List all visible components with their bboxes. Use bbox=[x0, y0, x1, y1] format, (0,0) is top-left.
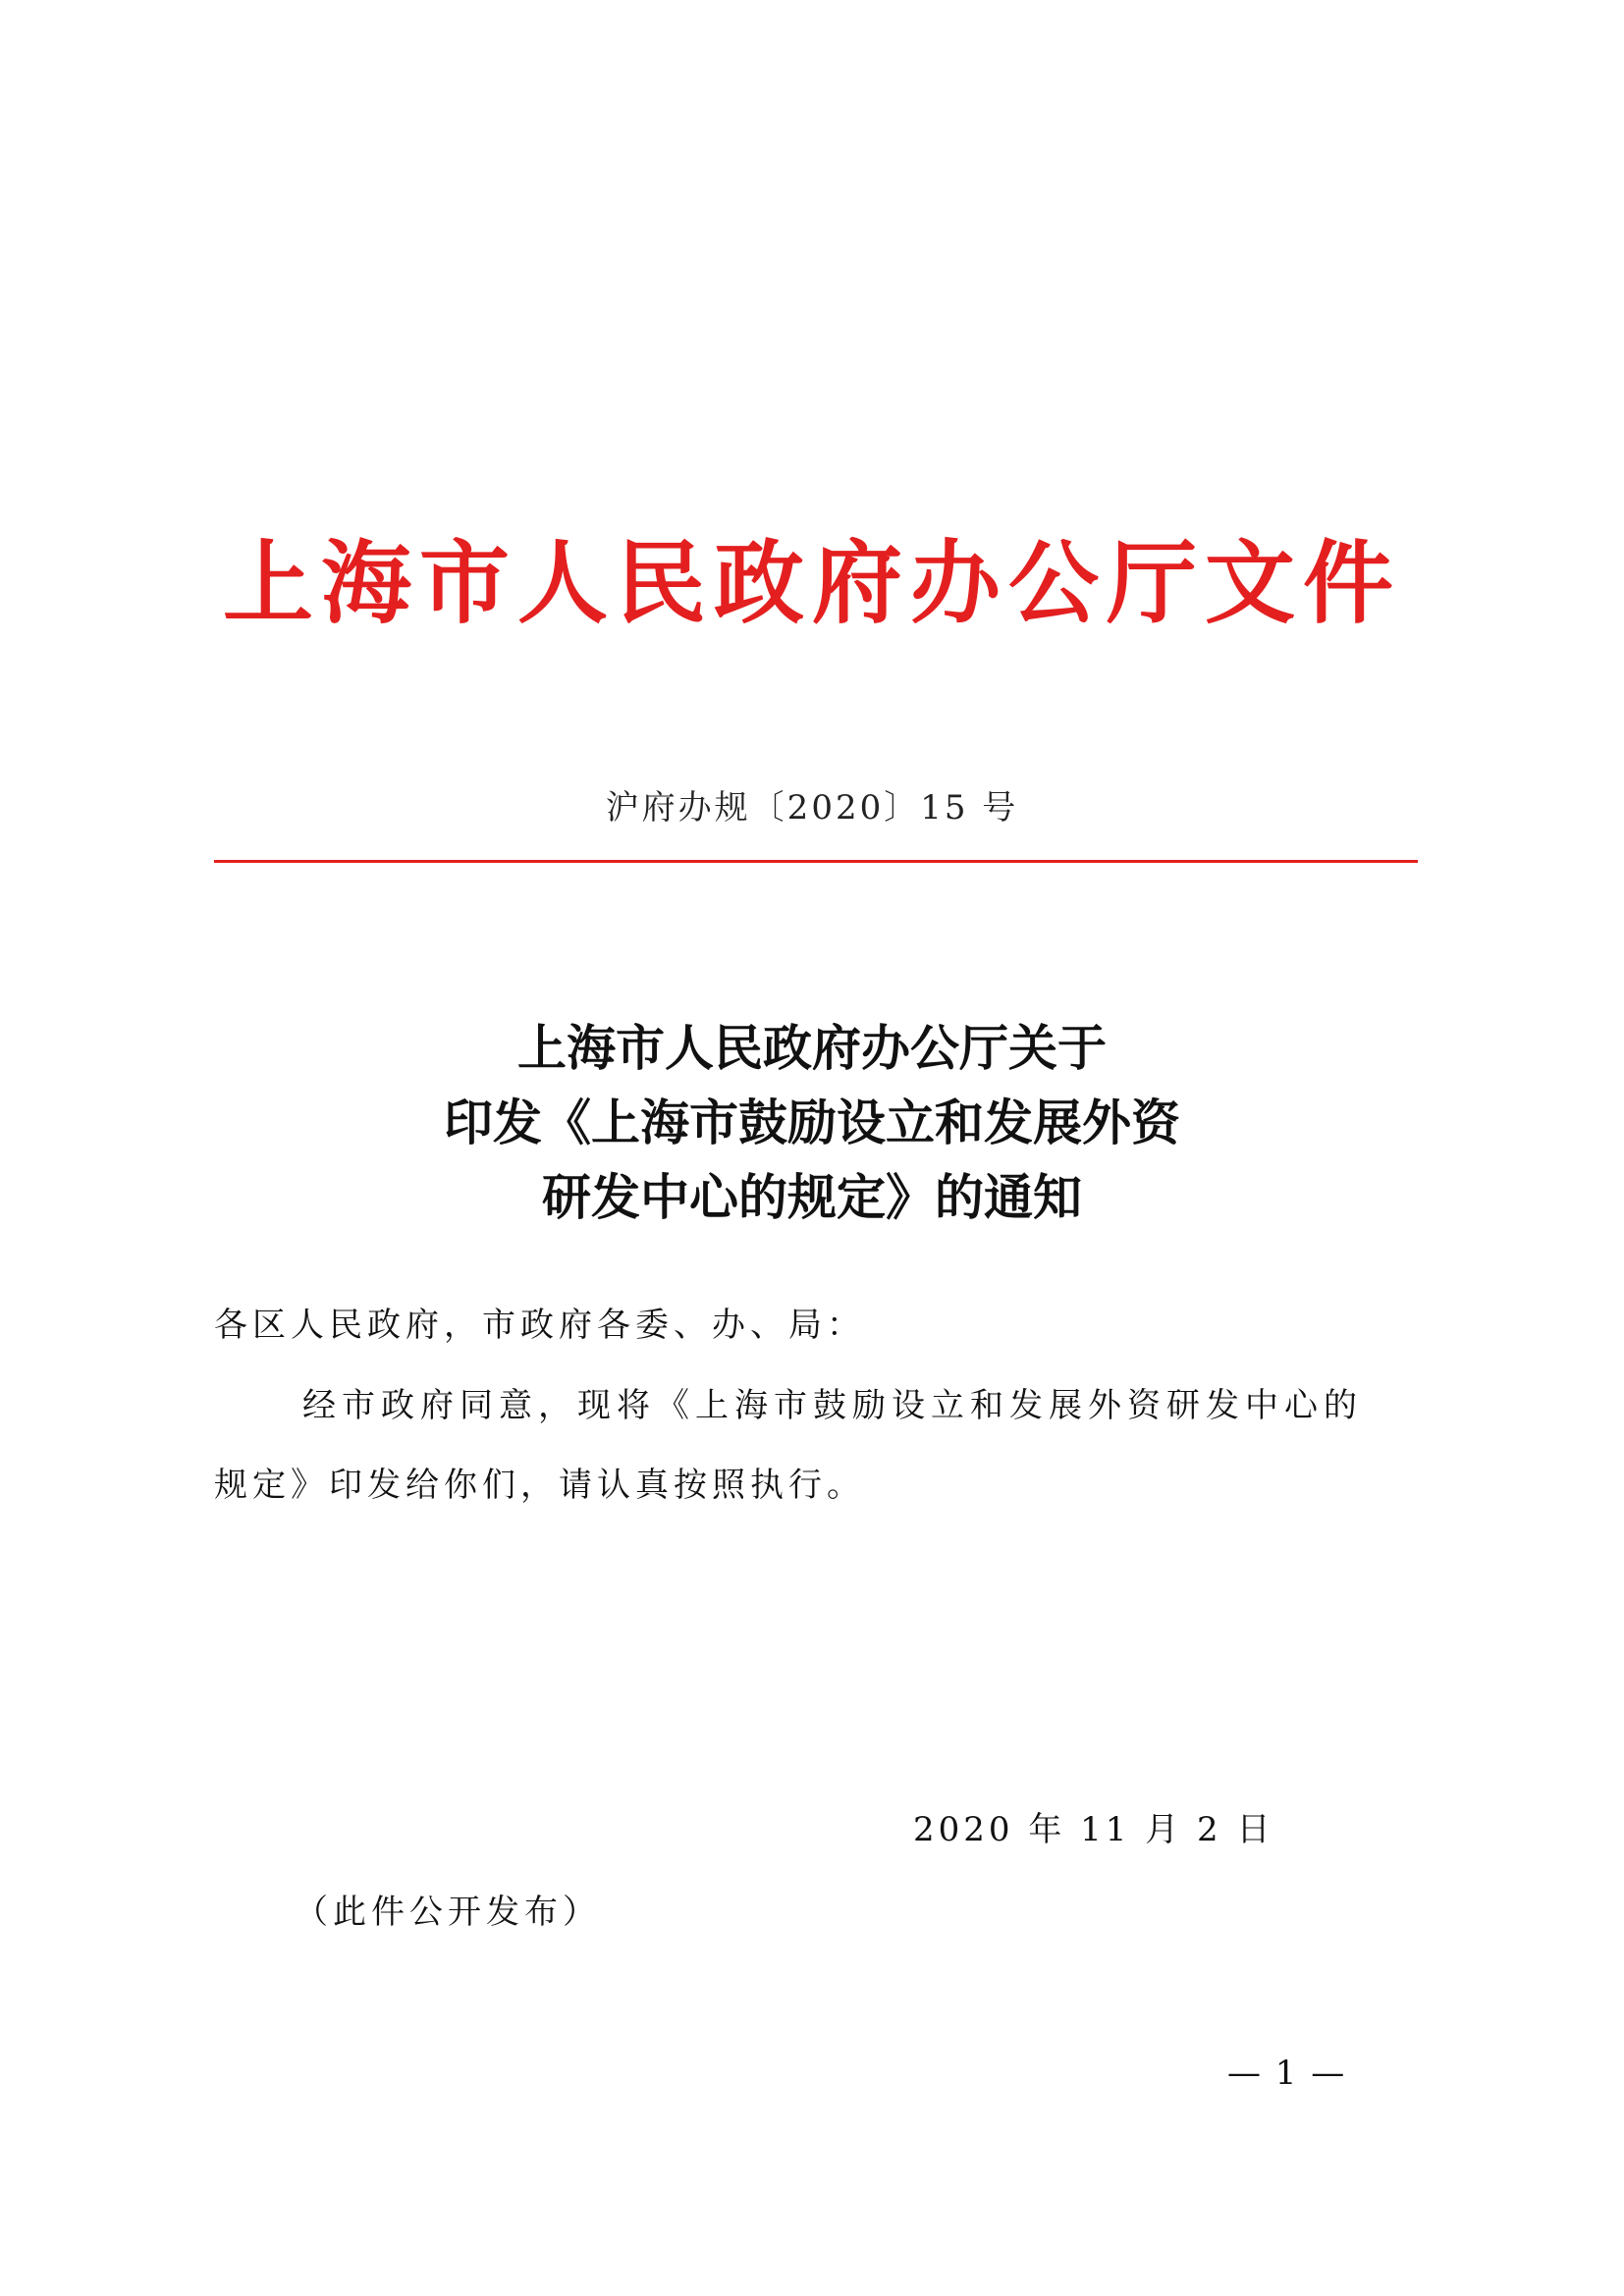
disclosure-note: （此件公开发布） bbox=[295, 1893, 601, 1932]
red-separator-line bbox=[214, 860, 1418, 863]
issuer-header: 上海市人民政府办公厅文件 bbox=[222, 530, 1401, 636]
title-line-2: 印发《上海市鼓励设立和发展外资 bbox=[444, 1094, 1180, 1151]
salutation: 各区人民政府，市政府各委、办、局： bbox=[214, 1306, 865, 1345]
paragraph-line-2: 规定》印发给你们，请认真按照执行。 bbox=[214, 1466, 865, 1505]
document-title bbox=[0, 1011, 1624, 1235]
issue-date: 2020 年 11 月 2 日 bbox=[913, 1810, 1274, 1849]
page-number: — 1 — bbox=[1227, 2054, 1347, 2093]
paragraph-line-1: 经市政府同意，现将《上海市鼓励设立和发展外资研发中心的 bbox=[302, 1386, 1363, 1425]
title-line-3: 研发中心的规定》的通知 bbox=[542, 1168, 1082, 1226]
title-line-1: 上海市人民政府办公厅关于 bbox=[517, 1019, 1107, 1077]
document-number: 沪府办规〔2020〕15 号 bbox=[605, 788, 1019, 828]
